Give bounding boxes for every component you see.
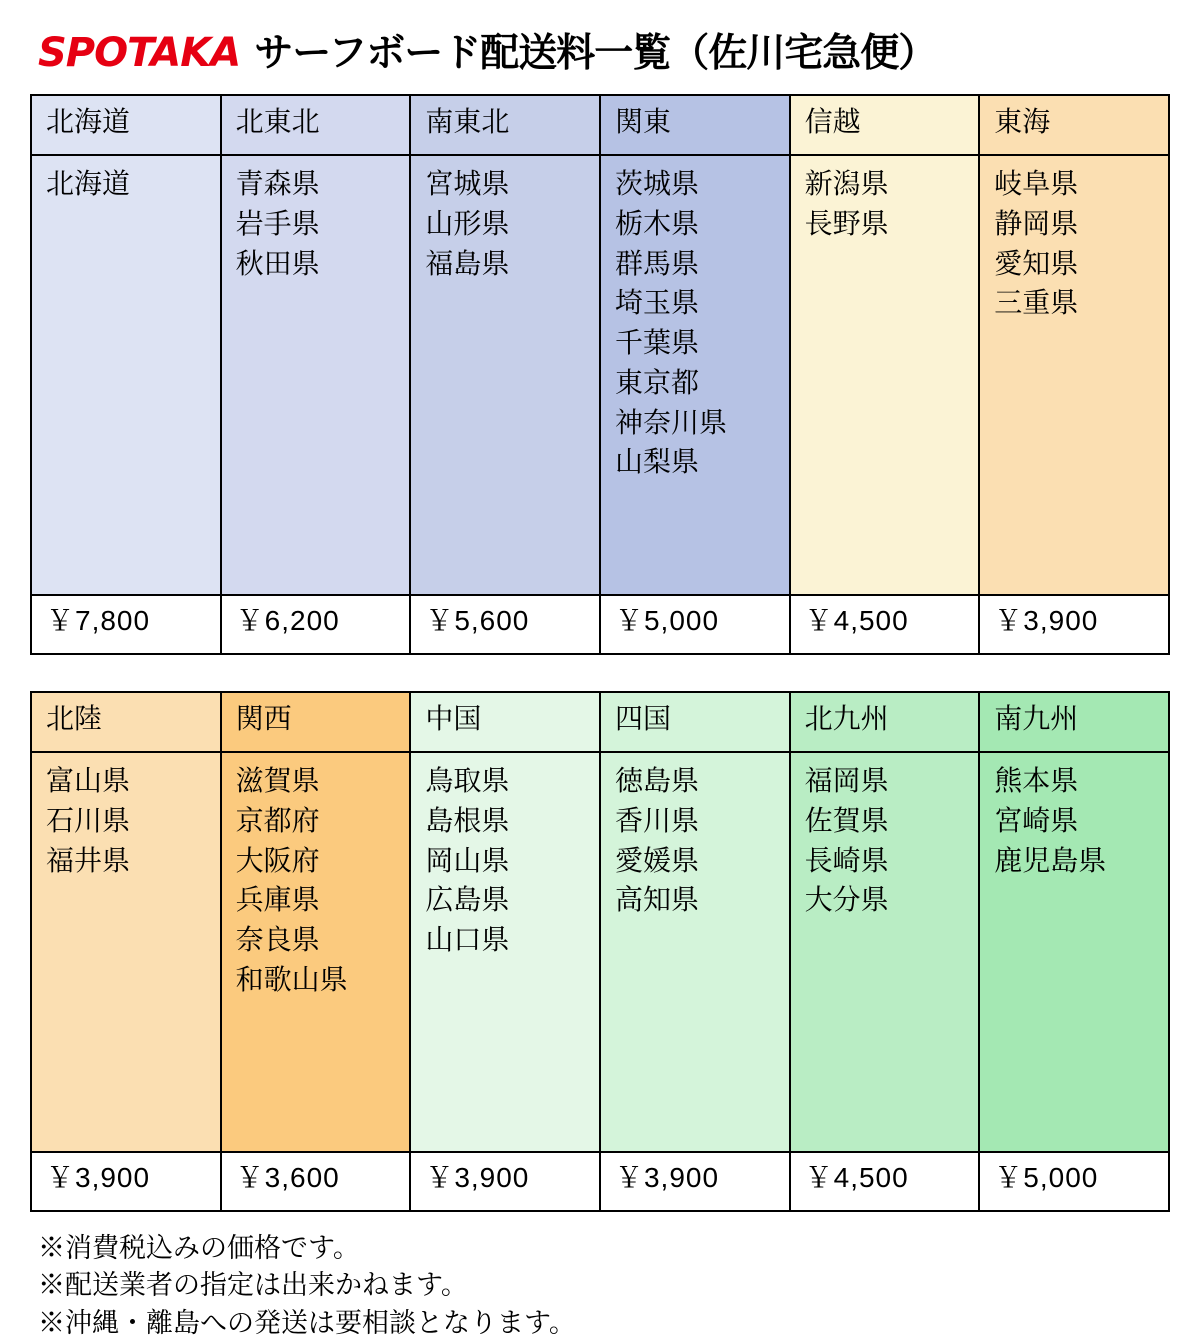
- region-header-row: [31, 95, 1169, 155]
- prefecture-label: 愛知県: [994, 247, 1079, 279]
- prefecture-label: 秋田県: [235, 247, 320, 279]
- price-cell: ￥3,900: [410, 1152, 600, 1211]
- prefecture-label: 長崎県: [804, 844, 889, 876]
- prefecture-label: 和歌山県: [235, 963, 348, 995]
- price-cell: ￥5,000: [600, 595, 790, 654]
- prefecture-label: 鳥取県: [425, 765, 510, 796]
- region-name-cell: 中国: [410, 692, 600, 752]
- prefecture-label: 徳島県: [614, 765, 699, 796]
- price-cell: ￥5,000: [979, 1152, 1169, 1211]
- prefecture-list-cell: [410, 155, 600, 595]
- region-name-cell: 北東北: [221, 95, 411, 155]
- page-header: [30, 22, 1170, 78]
- prefecture-label: 愛媛県: [614, 844, 699, 876]
- region-name-cell: 関西: [221, 692, 411, 752]
- note-line: ※配送業者の指定は出来かねます。: [38, 1270, 468, 1301]
- prefecture-label: 長野県: [804, 207, 889, 239]
- prefecture-label: 佐賀県: [804, 804, 889, 836]
- price-cell: ￥3,900: [31, 1152, 221, 1211]
- region-name-cell: 北陸: [31, 692, 221, 752]
- page-title: サーフボード配送料一覧（佐川宅急便）: [254, 32, 937, 75]
- note-line: ※消費税込みの価格です。: [38, 1233, 360, 1263]
- prefecture-label: 滋賀県: [235, 765, 320, 796]
- prefecture-label: 岐阜県: [994, 168, 1079, 199]
- price-cell: ￥6,200: [221, 595, 411, 654]
- prefecture-row: [31, 155, 1169, 595]
- note-line: ※沖縄・離島への発送は要相談となります。: [38, 1307, 576, 1338]
- prefecture-label: 福島県: [425, 247, 510, 279]
- price-cell: ￥3,900: [979, 595, 1169, 654]
- price-cell: ￥4,500: [790, 595, 980, 654]
- prefecture-label: 宮城県: [425, 168, 510, 199]
- prefecture-list-cell: [31, 155, 221, 595]
- prefecture-label: 石川県: [46, 804, 131, 836]
- prefecture-label: 北海道: [46, 168, 131, 199]
- price-row: [31, 595, 1169, 654]
- prefecture-label: 栃木県: [614, 207, 699, 239]
- prefecture-label: 鹿児島県: [994, 844, 1107, 876]
- price-cell: ￥3,600: [221, 1152, 411, 1211]
- prefecture-label: 神奈川県: [614, 406, 727, 438]
- region-name-cell: 四国: [600, 692, 790, 752]
- prefecture-label: 兵庫県: [235, 884, 320, 916]
- price-row: [31, 1152, 1169, 1211]
- price-cell: ￥5,600: [410, 595, 600, 654]
- table-spacer: [30, 655, 1170, 691]
- region-name-cell: 南九州: [979, 692, 1169, 752]
- region-name-cell: 関東: [600, 95, 790, 155]
- prefecture-list-cell: [979, 155, 1169, 595]
- prefecture-label: 大分県: [804, 884, 889, 916]
- prefecture-list-cell: [31, 752, 221, 1152]
- prefecture-list-cell: [221, 752, 411, 1152]
- prefecture-row: [31, 752, 1169, 1152]
- prefecture-label: 香川県: [614, 804, 699, 836]
- prefecture-label: 奈良県: [235, 924, 320, 955]
- prefecture-list-cell: [979, 752, 1169, 1152]
- region-name-cell: 信越: [790, 95, 980, 155]
- prefecture-label: 大阪府: [235, 844, 320, 876]
- prefecture-label: 青森県: [235, 168, 320, 199]
- prefecture-label: 新潟県: [804, 168, 889, 199]
- prefecture-label: 山形県: [425, 207, 510, 239]
- prefecture-label: 静岡県: [994, 207, 1079, 239]
- prefecture-label: 茨城県: [614, 168, 699, 199]
- prefecture-label: 岡山県: [425, 844, 510, 876]
- prefecture-label: 千葉県: [614, 327, 699, 358]
- prefecture-list-cell: [790, 155, 980, 595]
- prefecture-list-cell: [790, 752, 980, 1152]
- notes-block: [30, 1230, 1170, 1342]
- prefecture-label: 福岡県: [804, 765, 889, 796]
- prefecture-label: 山口県: [425, 924, 510, 955]
- brand-logo: SPOTAKA: [38, 30, 241, 76]
- prefecture-list-cell: [410, 752, 600, 1152]
- price-cell: ￥3,900: [600, 1152, 790, 1211]
- shipping-table-north: [30, 94, 1170, 655]
- prefecture-label: 埼玉県: [614, 287, 699, 319]
- prefecture-list-cell: [600, 155, 790, 595]
- region-name-cell: 北海道: [31, 95, 221, 155]
- region-name-cell: 北九州: [790, 692, 980, 752]
- prefecture-label: 島根県: [425, 804, 510, 836]
- prefecture-list-cell: [221, 155, 411, 595]
- prefecture-label: 宮崎県: [994, 804, 1079, 836]
- region-name-cell: 南東北: [410, 95, 600, 155]
- price-cell: ￥4,500: [790, 1152, 980, 1211]
- prefecture-label: 東京都: [614, 366, 699, 398]
- prefecture-label: 福井県: [46, 844, 131, 876]
- prefecture-label: 山梨県: [614, 446, 699, 478]
- prefecture-label: 三重県: [994, 287, 1079, 319]
- prefecture-label: 群馬県: [614, 247, 699, 279]
- shipping-table-south: [30, 691, 1170, 1212]
- prefecture-list-cell: [600, 752, 790, 1152]
- prefecture-label: 熊本県: [994, 765, 1079, 796]
- prefecture-label: 富山県: [46, 765, 131, 796]
- prefecture-label: 岩手県: [235, 207, 320, 239]
- prefecture-label: 広島県: [425, 884, 510, 916]
- region-header-row: [31, 692, 1169, 752]
- prefecture-label: 高知県: [614, 884, 699, 916]
- prefecture-label: 京都府: [235, 804, 320, 836]
- price-cell: ￥7,800: [31, 595, 221, 654]
- region-name-cell: 東海: [979, 95, 1169, 155]
